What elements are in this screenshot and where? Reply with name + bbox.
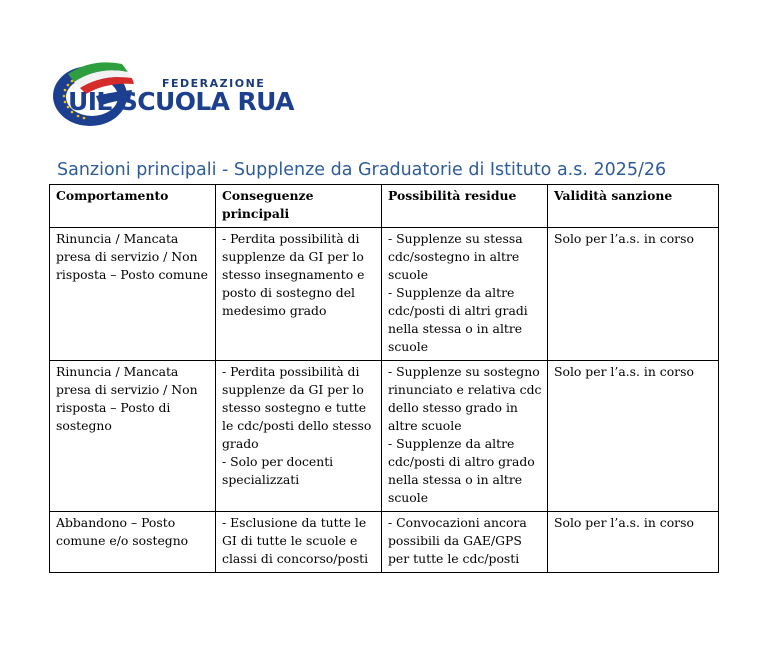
uil-scuola-rua-logo (52, 56, 302, 134)
header-validita: Validità sanzione (548, 185, 719, 228)
cell-line: - Perdita possibilità di supplenze da GI per lo stesso sostegno e tutte le cdc/posti dello stesso grado (222, 364, 372, 451)
cell-conseguenze (216, 512, 382, 573)
cell-line: - Convocazioni ancora possibili da GAE/GPS per tutte le cdc/posti (388, 515, 527, 566)
logo-name-text: UIL SCUOLA RUA (68, 87, 294, 116)
cell-conseguenze (216, 228, 382, 361)
cell-line: - Supplenze da altre cdc/posti di altri gradi nella stessa o in altre scuole (388, 285, 528, 354)
cell-validita: Solo per l’a.s. in corso (548, 228, 719, 361)
cell-line: - Supplenze da altre cdc/posti di altro grado nella stessa o in altre scuole (388, 436, 535, 505)
cell-comportamento: Rinuncia / Mancata presa di servizio / Non risposta – Posto di sostegno (50, 361, 216, 512)
cell-comportamento: Rinuncia / Mancata presa di servizio / Non risposta – Posto comune (50, 228, 216, 361)
header-possibilita: Possibilità residue (382, 185, 548, 228)
cell-line: - Supplenze su sostegno rinunciato e relativa cdc dello stesso grado in altre scuole (388, 364, 542, 433)
sanctions-table (49, 184, 719, 573)
table-row (50, 361, 719, 512)
cell-comportamento: Abbandono – Posto comune e/o sostegno (50, 512, 216, 573)
table-header-row (50, 185, 719, 228)
cell-conseguenze (216, 361, 382, 512)
cell-validita: Solo per l’a.s. in corso (548, 361, 719, 512)
table-row (50, 512, 719, 573)
cell-validita: Solo per l’a.s. in corso (548, 512, 719, 573)
cell-line: - Perdita possibilità di supplenze da GI per lo stesso insegnamento e posto di sostegno del medesimo grado (222, 231, 365, 318)
cell-possibilita (382, 361, 548, 512)
cell-line: - Esclusione da tutte le GI di tutte le scuole e classi di concorso/posti (222, 515, 369, 566)
header-comportamento: Comportamento (50, 185, 216, 228)
table-row (50, 228, 719, 361)
cell-line: - Solo per docenti specializzati (222, 454, 334, 487)
logo-federazione-text: FEDERAZIONE (162, 77, 266, 90)
cell-possibilita (382, 512, 548, 573)
cell-line: - Supplenze su stessa cdc/sostegno in altre scuole (388, 231, 523, 282)
header-conseguenze: Conseguenze principali (216, 185, 382, 228)
cell-possibilita (382, 228, 548, 361)
page-title: Sanzioni principali - Supplenze da Graduatorie di Istituto a.s. 2025/26 (57, 160, 667, 180)
